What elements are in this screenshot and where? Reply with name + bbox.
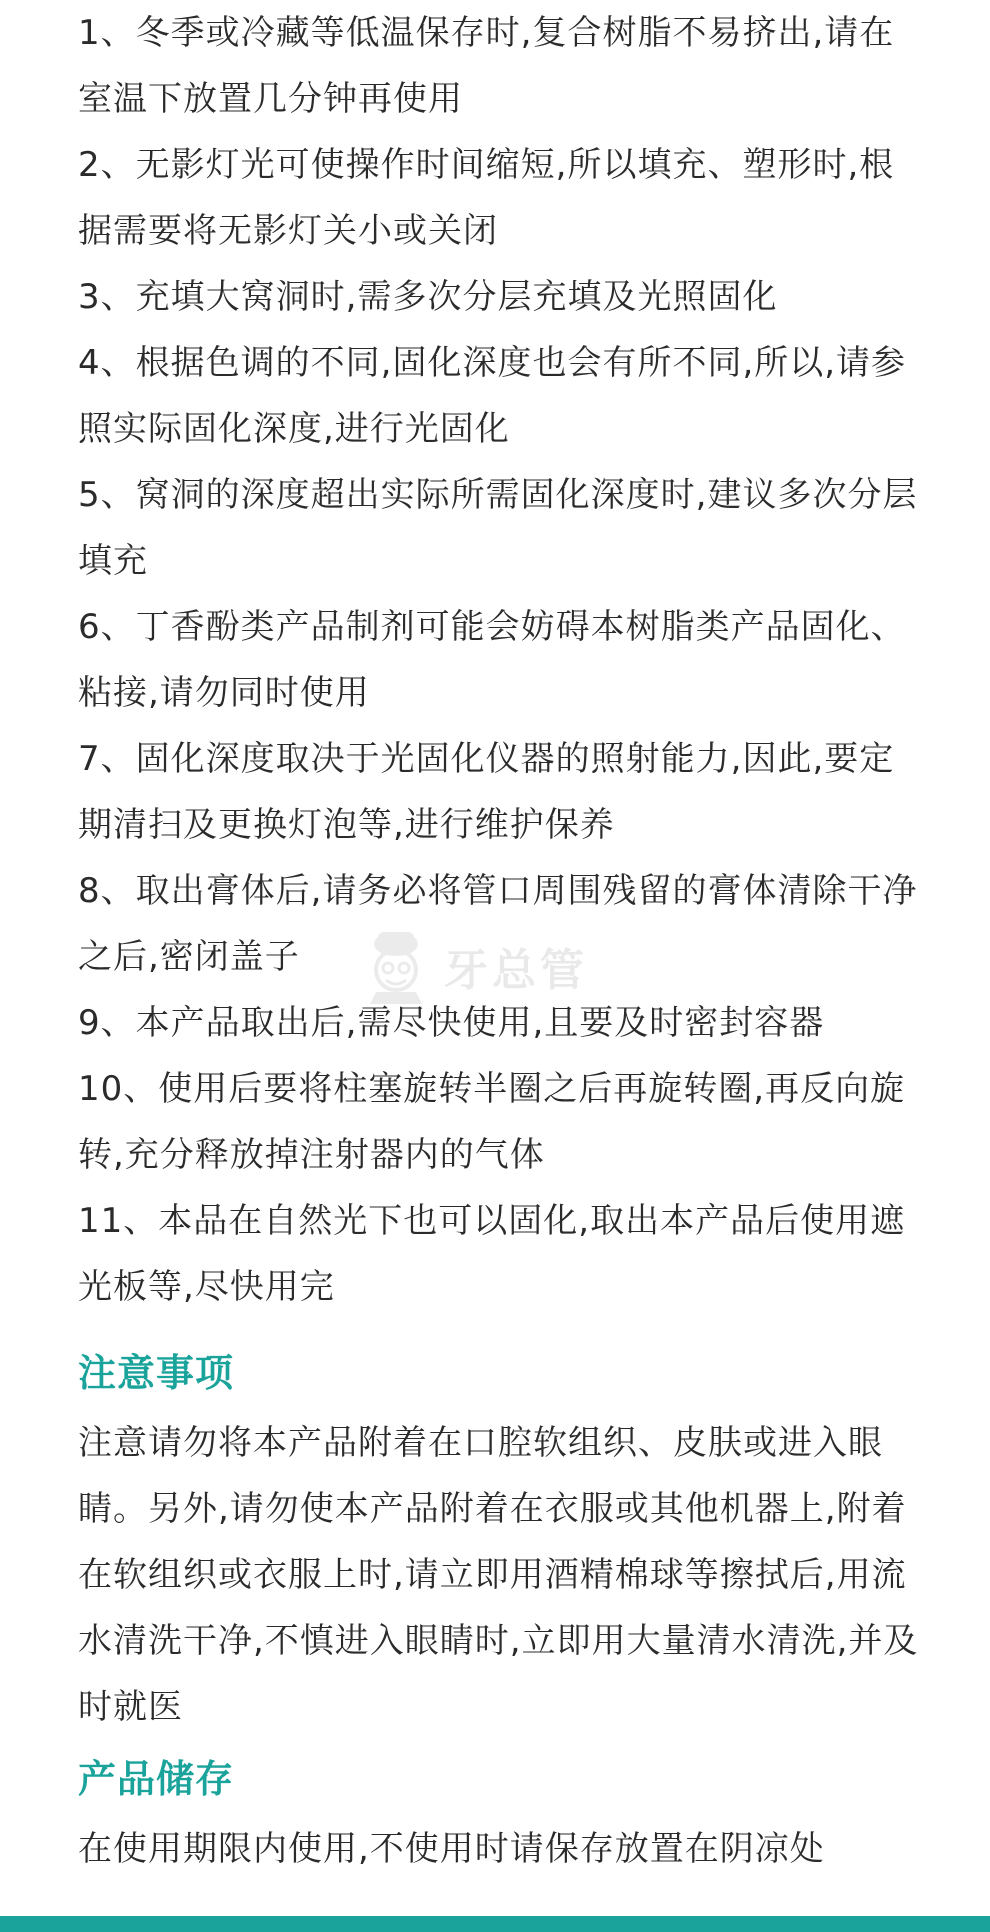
instruction-item-2: 2、无影灯光可使操作时间缩短,所以填充、塑形时,根据需要将无影灯关小或关闭	[78, 145, 895, 251]
instruction-item-5: 5、窝洞的深度超出实际所需固化深度时,建议多次分层填充	[78, 475, 918, 581]
brand-watermark	[362, 928, 588, 1004]
instruction-item-7: 7、固化深度取决于光固化仪器的照射能力,因此,要定期清扫及更换灯泡等,进行维护保养	[78, 739, 895, 845]
precautions-heading: 注意事项	[78, 1351, 235, 1395]
instruction-item-9: 9、本产品取出后,需尽快使用,且要及时密封容器	[78, 1003, 825, 1043]
storage-heading: 产品储存	[78, 1757, 235, 1801]
instruction-item-8: 8、取出膏体后,请务必将管口周围残留的膏体清除干净之后,密闭盖子	[78, 871, 918, 977]
instruction-item-1: 1、冬季或冷藏等低温保存时,复合树脂不易挤出,请在室温下放置几分钟再使用	[78, 13, 895, 119]
instruction-item-10: 10、使用后要将柱塞旋转半圈之后再旋转圈,再反向旋转,充分释放掉注射器内的气体	[78, 1069, 906, 1175]
instruction-item-6: 6、丁香酚类产品制剂可能会妨碍本树脂类产品固化、粘接,请勿同时使用	[78, 607, 906, 713]
dentist-mascot-icon	[362, 928, 430, 1004]
instruction-item-11: 11、本品在自然光下也可以固化,取出本产品后使用遮光板等,尽快用完	[78, 1201, 906, 1307]
bottom-accent-bar	[0, 1916, 990, 1932]
instruction-item-4: 4、根据色调的不同,固化深度也会有所不同,所以,请参照实际固化深度,进行光固化	[78, 343, 907, 449]
precautions-body: 注意请勿将本产品附着在口腔软组织、皮肤或进入眼睛。另外,请勿使本产品附着在衣服或其他机器上,附着在软组织或衣服上时,请立即用酒精棉球等擦拭后,用流水清洗干净,不慎进入眼睛时,立即用大量清水清洗,并及时就医	[78, 1423, 919, 1727]
watermark-text: 牙总管	[444, 945, 588, 996]
storage-body: 在使用期限内使用,不使用时请保存放置在阴凉处	[78, 1829, 825, 1869]
instruction-item-3: 3、充填大窝洞时,需多次分层充填及光照固化	[78, 277, 778, 317]
